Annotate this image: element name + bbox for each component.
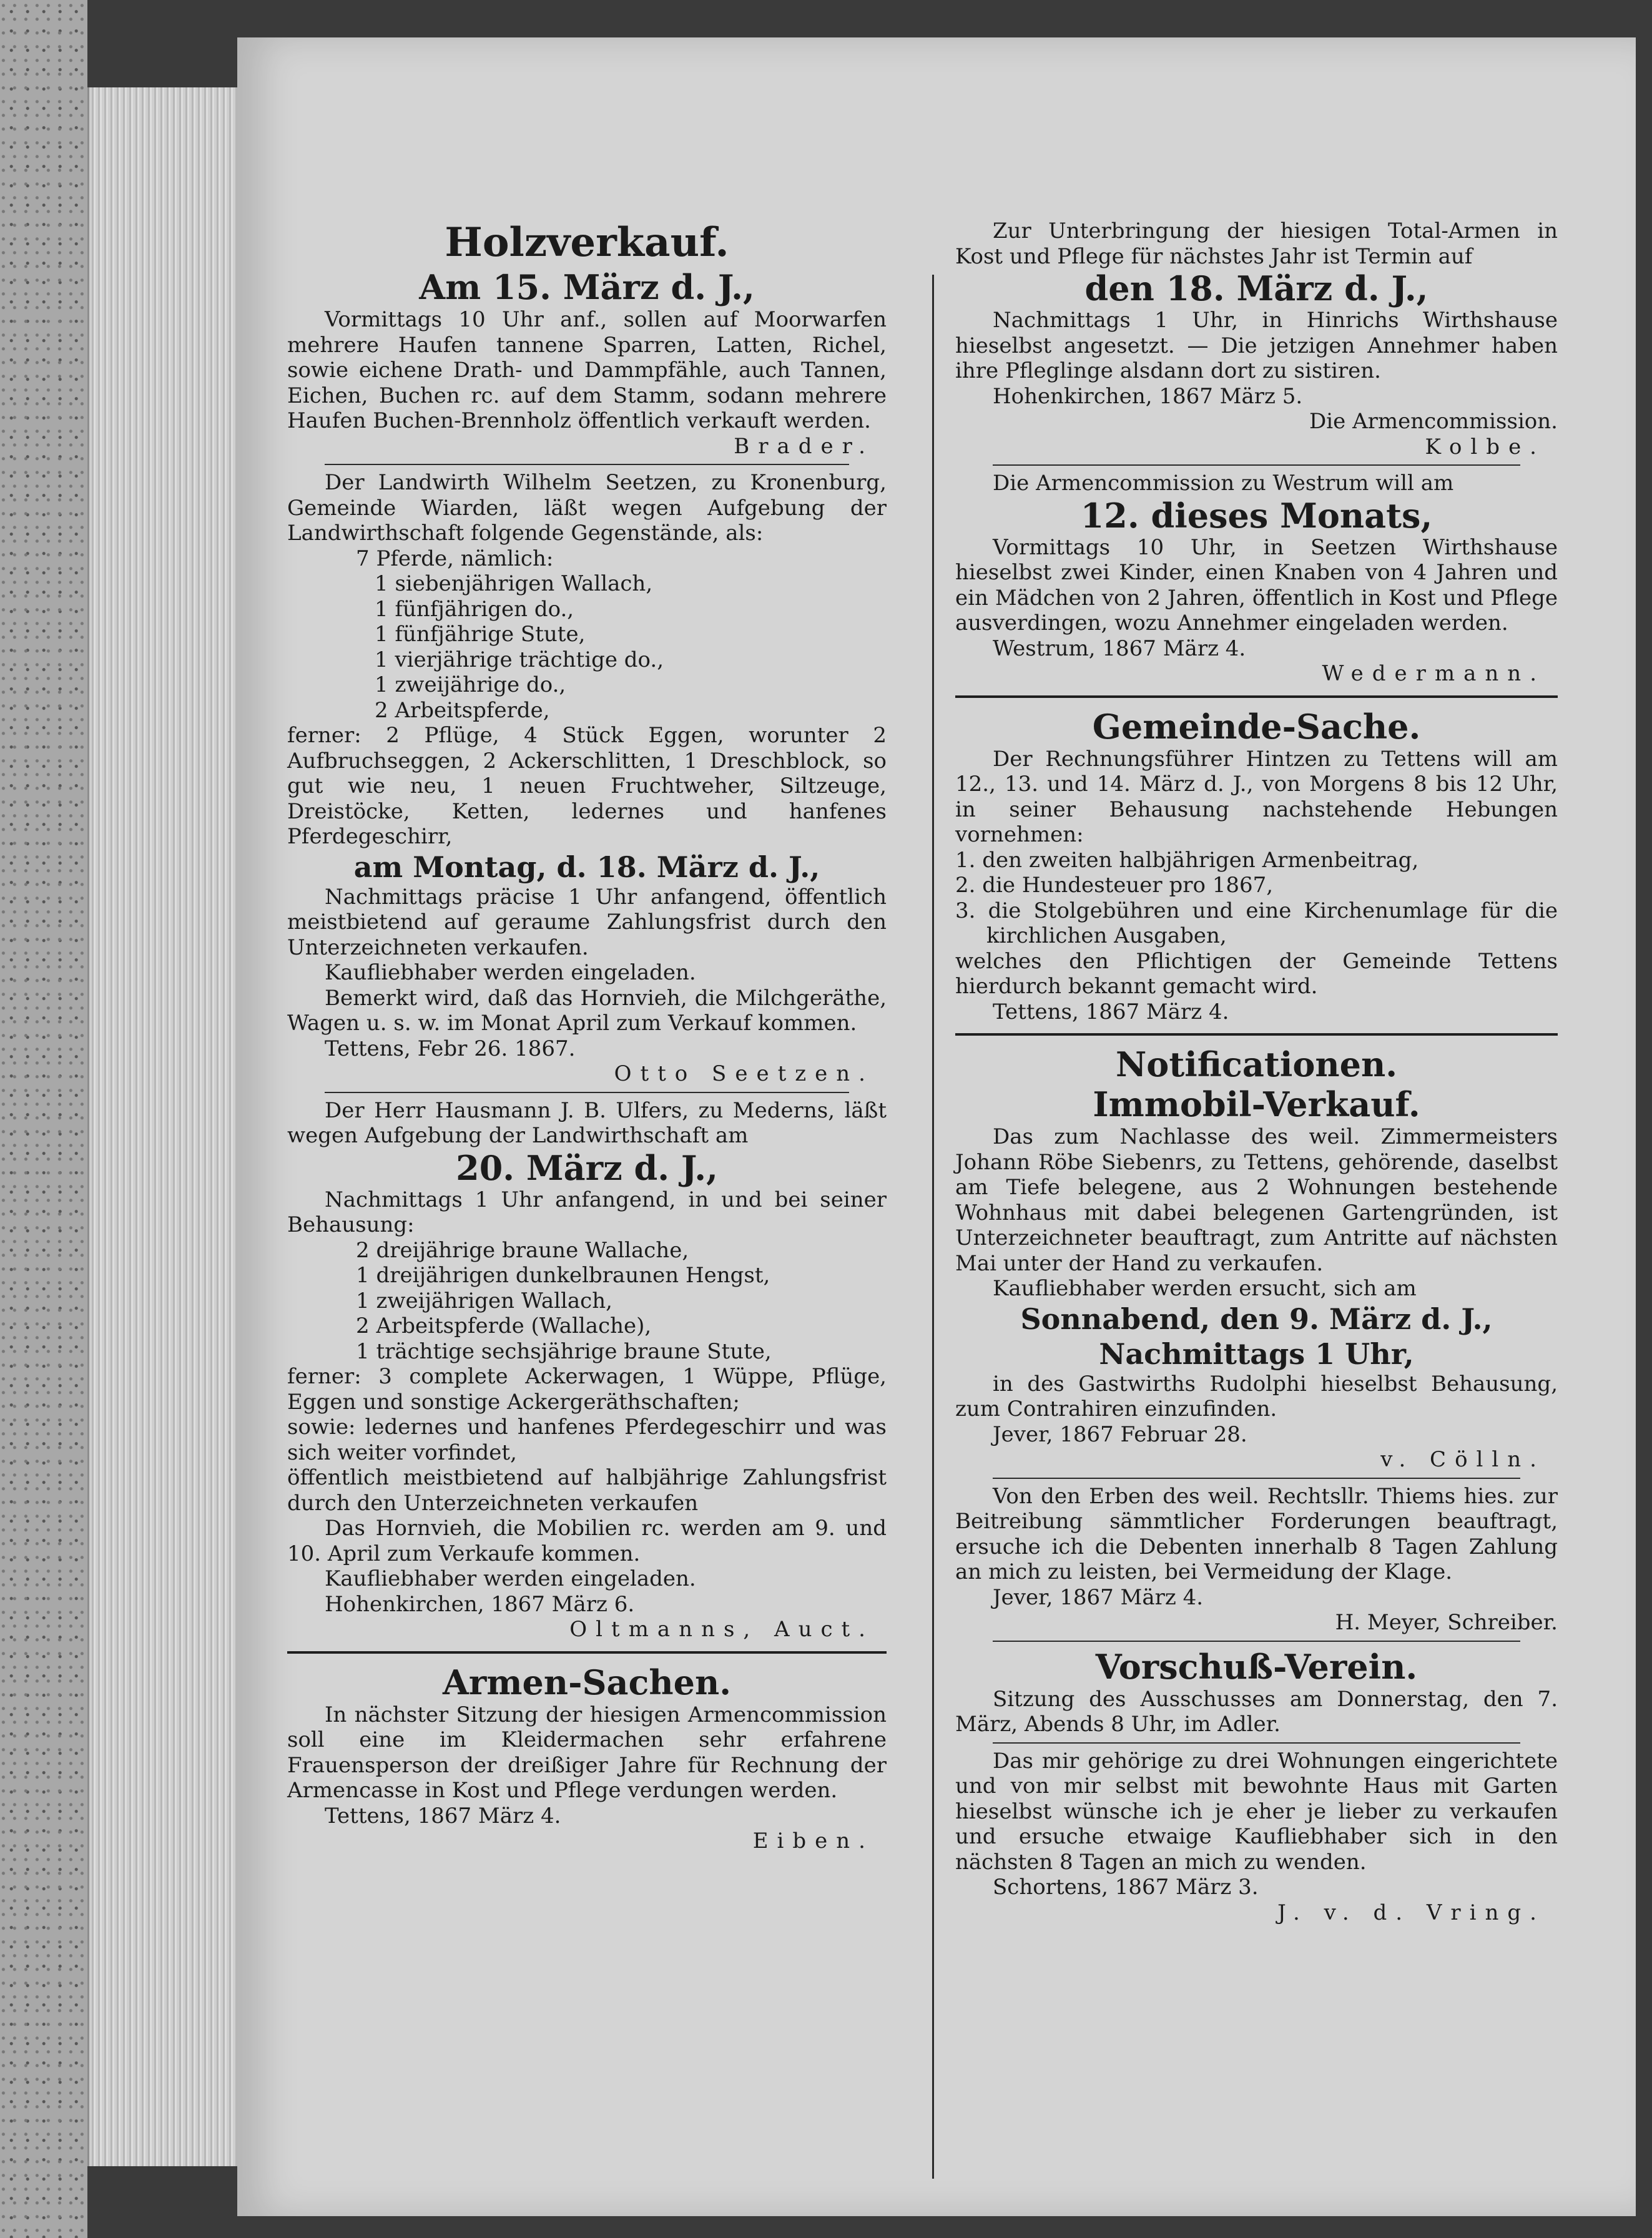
- section-title: Armen-Sachen.: [442, 1662, 732, 1702]
- notice-date: 20. März d. J.,: [456, 1147, 718, 1188]
- notice-invite: Kaufliebhaber werden eingeladen.: [325, 960, 696, 985]
- list-item: 7 Pferde, nämlich:: [356, 546, 554, 571]
- list-item: 1 fünfjährige Stute,: [375, 622, 586, 647]
- notice-date: den 18. März d. J.,: [1084, 268, 1428, 308]
- notice-signature: v. Cölln.: [1380, 1447, 1545, 1472]
- notice-place: Tettens, 1867 März 4.: [325, 1803, 561, 1828]
- notice-signature: Brader.: [734, 433, 874, 459]
- list-item: 2. die Hundesteuer pro 1867,: [955, 873, 1274, 898]
- notice-sale: öffentlich meistbietend auf halbjährige Zahlungsfrist durch den Unterzeichneten verkaufen: [287, 1465, 887, 1516]
- notice-note: Bemerkt wird, daß das Hornvieh, die Milchgeräthe, Wagen u. s. w. im Monat April zum Verkauf kommen.: [287, 985, 887, 1036]
- notice-signature: Oltmanns, Auct.: [569, 1617, 874, 1642]
- list-item: 1 zweijährigen Wallach,: [356, 1288, 612, 1313]
- notice-title: Immobil-Verkauf.: [1093, 1084, 1420, 1124]
- notice-signature: Otto Seetzen.: [614, 1061, 874, 1086]
- notice-body: Vormittags 10 Uhr, in Seetzen Wirthshause hieselbst zwei Kinder, einen Knaben von 4 Jahren und ein Mädchen von 2 Jahren, öffentlich in Kost und Pflege ausverdingen, wozu Annehmer eingeladen werden.: [955, 534, 1558, 636]
- notice-invite: Kaufliebhaber werden ersucht, sich am: [993, 1276, 1417, 1301]
- separator: [993, 1742, 1520, 1744]
- notice-date: Am 15. März d. J.,: [419, 267, 755, 307]
- notice-place: Hohenkirchen, 1867 März 6.: [325, 1591, 635, 1617]
- notice-intro: Die Armencommission zu Westrum will am: [993, 471, 1454, 496]
- notice-body: Vormittags 10 Uhr anf., sollen auf Moorwarfen mehrere Haufen tannene Sparren, Latten, Richel, sowie eichene Drath- und Dammpfähle, auch Tannen, Eichen, Buchen rc. auf dem Stamm, sodann mehrere Haufen Buchen-Brennholz öffentlich verkauft werden.: [287, 307, 887, 433]
- list-item: 1 vierjährige trächtige do.,: [375, 647, 664, 672]
- notice-note: Das Hornvieh, die Mobilien rc. werden am 9. und 10. April zum Verkaufe kommen.: [287, 1516, 887, 1566]
- section-title: Vorschuß-Verein.: [1095, 1646, 1418, 1687]
- notice-body: Nachmittags 1 Uhr anfangend, in und bei seiner Behausung:: [287, 1187, 887, 1237]
- notice-body: Sitzung des Ausschusses am Donnerstag, den 7. März, Abends 8 Uhr, im Adler.: [955, 1686, 1558, 1737]
- notice-place: Jever, 1867 Februar 28.: [993, 1421, 1247, 1447]
- notice-seetzen: [287, 470, 887, 1087]
- notice-signature: J. v. d. Vring.: [1277, 1900, 1545, 1925]
- notice-body: Von den Erben des weil. Rechtsllr. Thiems hies. zur Beitreibung sämmtlicher Forderungen beauftragt, ersuche ich die Debenten innerhalb 8 Tagen Zahlung an mich zu leisten, bei Vermeidung der Klage.: [955, 1483, 1558, 1584]
- notice-notificationen: [955, 1044, 1558, 1473]
- notice-ulfers: [287, 1098, 887, 1642]
- notice-body: Nachmittags präcise 1 Uhr anfangend, öffentlich meistbietend auf geraume Zahlungsfrist durch den Unterzeichneten verkaufen.: [287, 884, 887, 960]
- notice-signature: Wedermann.: [1322, 661, 1545, 686]
- notice-body: Zur Unterbringung der hiesigen Total-Armen in Kost und Pflege für nächstes Jahr ist Termin auf: [955, 218, 1558, 269]
- right-column: [955, 218, 1558, 1925]
- notice-body: welches den Pflichtigen der Gemeinde Tettens hierdurch bekannt gemacht wird.: [955, 948, 1558, 999]
- notice-title: Holzverkauf.: [445, 219, 729, 266]
- section-rule: [287, 1651, 887, 1654]
- list-item: 1 dreijährigen dunkelbraunen Hengst,: [356, 1263, 770, 1288]
- list-item: 1 fünfjährigen do.,: [375, 596, 574, 622]
- separator: [993, 1641, 1520, 1642]
- list-item: 1. den zweiten halbjährigen Armenbeitrag,: [955, 847, 1419, 873]
- notice-date: Sonnabend, den 9. März d. J.,: [1020, 1302, 1493, 1336]
- notice-place: Hohenkirchen, 1867 März 5.: [993, 383, 1303, 409]
- notice-body: Das mir gehörige zu drei Wohnungen eingerichtete und von mir selbst mit bewohnte Haus mit Garten hieselbst wünsche ich je eher je lieber zu verkaufen und ersuche etwaige Kaufliebhaber sich in den nächsten 8 Tagen an mich zu wenden.: [955, 1748, 1558, 1875]
- section-title: Notificationen.: [1115, 1044, 1398, 1084]
- notice-signature: Eiben.: [752, 1828, 874, 1853]
- notice-place: Tettens, 1867 März 4.: [993, 999, 1229, 1024]
- notice-signature: H. Meyer, Schreiber.: [1335, 1610, 1558, 1635]
- notice-date: 12. dieses Monats,: [1080, 495, 1433, 536]
- notice-holzverkauf: [287, 218, 887, 459]
- notice-signature: Die Armencommission.: [1309, 409, 1558, 434]
- notice-time: Nachmittags 1 Uhr,: [1099, 1337, 1414, 1371]
- notice-place: Tettens, Febr 26. 1867.: [325, 1036, 576, 1061]
- notice-body: Das zum Nachlasse des weil. Zimmermeisters Johann Röbe Siebenrs, zu Tettens, gehörende, daselbst am Tiefe belegene, aus 2 Wohnungen bestehende Wohnhaus mit dabei belegenen Gartengründen, ist Unterzeichneter beauftragt, zum Antritte auf nächsten Mai unter der Hand zu verkaufen.: [955, 1124, 1558, 1276]
- list-item: 1 trächtige sechsjährige braune Stute,: [356, 1338, 772, 1364]
- notice-place: Schortens, 1867 März 3.: [993, 1875, 1259, 1900]
- section-title: Gemeinde-Sache.: [1092, 706, 1421, 747]
- separator: [325, 464, 849, 465]
- notice-erben: [955, 1484, 1558, 1636]
- notice-gemeinde: [955, 707, 1558, 1025]
- notice-date: am Montag, d. 18. März d. J.,: [353, 850, 820, 884]
- notice-haus: [955, 1749, 1558, 1926]
- book-edge: [0, 0, 87, 2238]
- notice-signature: Kolbe.: [1425, 434, 1545, 459]
- left-column: [287, 218, 887, 1854]
- notice-body: Nachmittags 1 Uhr, in Hinrichs Wirthshause hieselbst angesetzt. — Die jetzigen Annehmer haben ihre Pfleglinge alsdann dort zu sistiren.: [955, 308, 1558, 383]
- notice-sowie: sowie: ledernes und hanfenes Pferdegeschirr und was sich weiter vorfindet,: [287, 1415, 887, 1465]
- section-rule: [955, 1033, 1558, 1036]
- notice-total-armen: [955, 218, 1558, 459]
- separator: [993, 464, 1520, 466]
- notice-body: in des Gastwirths Rudolphi hieselbst Behausung, zum Contrahiren einzufinden.: [955, 1371, 1558, 1421]
- notice-vorschuss: [955, 1647, 1558, 1737]
- list-item: 3. die Stolgebühren und eine Kirchenumlage für die kirchlichen Ausgaben,: [955, 898, 1558, 948]
- notice-place: Westrum, 1867 März 4.: [993, 636, 1246, 661]
- notice-ferner: ferner: 2 Pflüge, 4 Stück Eggen, worunter 2 Aufbruchseggen, 2 Ackerschlitten, 1 Dreschblock, so gut wie neu, 1 neuen Fruchtweher, Siltzeuge, Dreistöcke, Ketten, ledernes und hanfenes Pferdegeschirr,: [287, 723, 887, 849]
- notice-place: Jever, 1867 März 4.: [993, 1584, 1204, 1610]
- list-item: 2 dreijährige braune Wallache,: [356, 1237, 689, 1263]
- list-item: 2 Arbeitspferde,: [375, 697, 550, 723]
- notice-westrum: [955, 471, 1558, 687]
- notice-ferner: ferner: 3 complete Ackerwagen, 1 Wüppe, Pflüge, Eggen und sonstige Ackergeräthschaften;: [287, 1364, 887, 1415]
- separator: [993, 1478, 1520, 1479]
- separator: [325, 1092, 849, 1093]
- list-item: 1 zweijährige do.,: [375, 672, 566, 697]
- notice-invite: Kaufliebhaber werden eingeladen.: [325, 1566, 696, 1591]
- notice-body: Der Rechnungsführer Hintzen zu Tettens will am 12., 13. und 14. März d. J., von Morgens 8 bis 12 Uhr, in seiner Behausung nachstehende Hebungen vornehmen:: [955, 746, 1558, 847]
- page-stack: [87, 87, 239, 2166]
- notice-armen: [287, 1662, 887, 1854]
- column-divider: [932, 275, 934, 2179]
- notice-intro: Der Herr Hausmann J. B. Ulfers, zu Mederns, läßt wegen Aufgebung der Landwirthschaft am: [287, 1097, 887, 1148]
- notice-body: In nächster Sitzung der hiesigen Armencommission soll eine im Kleidermachen sehr erfahrene Frauensperson der dreißiger Jahre für Rechnung der Armencasse in Kost und Pflege verdungen werden.: [287, 1702, 887, 1803]
- section-rule: [955, 695, 1558, 698]
- newspaper-page: [237, 37, 1636, 2216]
- list-item: 2 Arbeitspferde (Wallache),: [356, 1313, 652, 1338]
- list-item: 1 siebenjährigen Wallach,: [375, 571, 653, 596]
- notice-intro: Der Landwirth Wilhelm Seetzen, zu Kronenburg, Gemeinde Wiarden, läßt wegen Aufgebung der Landwirthschaft folgende Gegenstände, als:: [287, 470, 887, 546]
